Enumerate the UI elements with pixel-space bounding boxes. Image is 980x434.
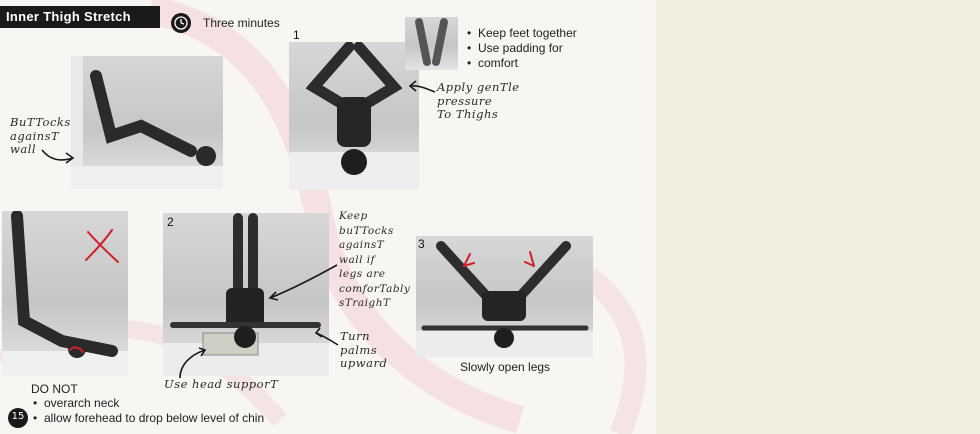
note-use-head-support: Use head supporT	[164, 377, 279, 391]
tips-list	[478, 26, 577, 71]
step-number-3: 3	[418, 237, 425, 251]
note-turn-palms-upward: Turn palms upward	[340, 329, 388, 370]
duration-text: Three minutes	[203, 16, 280, 30]
note-buttocks-against-wall: BuTTocks againsT wall	[10, 115, 71, 156]
dont-item: • overarch neck	[44, 396, 264, 411]
title-bar	[0, 6, 160, 28]
photo-buttocks-against-wall	[71, 56, 223, 189]
page-title: Inner Thigh Stretch	[6, 9, 131, 24]
caption-slowly-open-legs: Slowly open legs	[460, 360, 551, 374]
photo-step-2	[163, 213, 329, 376]
page-number-badge	[8, 408, 28, 428]
note-keep-buttocks-against-wall: Keep buTTocks againsT wall if legs are comforTably sTraighT	[339, 210, 411, 309]
dont-item: • allow forehead to drop below level of chin	[44, 411, 264, 426]
caption-do-not: DO NOT	[31, 382, 78, 396]
tip-continuation: comfort	[478, 56, 519, 70]
page-number: 15	[11, 411, 25, 422]
clock-icon	[171, 13, 191, 33]
step-number-1: 1	[293, 28, 300, 42]
photo-step-3	[416, 236, 593, 357]
photo-feet-together	[405, 17, 458, 70]
photo-do-not	[2, 211, 128, 376]
note-apply-gentle-pressure: Apply genTle pressure To Thighs	[437, 80, 520, 121]
tip-item	[478, 56, 577, 71]
tip-item: • Use padding for	[478, 41, 577, 56]
tip-item: • Keep feet together	[478, 26, 577, 41]
step-number-2: 2	[167, 215, 174, 229]
donts-list	[44, 396, 264, 426]
photo-step-1	[289, 42, 419, 190]
